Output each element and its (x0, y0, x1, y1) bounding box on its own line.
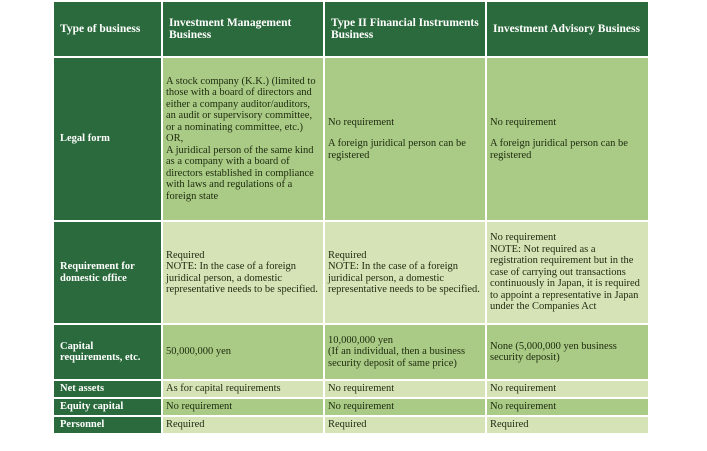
cell-legal-form-ia-line1: No requirement (490, 116, 557, 128)
cell-legal-form-im: A stock company (K.K.) (limited to those with a board of directors and either a company auditor/auditors, an audit or supervisory committee, or a nominating committee, etc.) OR, A juridical person of the same kind as a company with a board of directors established in compliance with laws and regulations of a foreign state (163, 58, 323, 220)
cell-net-assets-t2: No requirement (325, 381, 485, 397)
row-label-capital: Capital requirements, etc. (54, 325, 161, 379)
header-type-ii-financial: Type II Financial Instruments Business (325, 2, 485, 56)
cell-capital-t2: 10,000,000 yen (If an individual, then a business security deposit of same price) (325, 325, 485, 379)
row-label-domestic-office: Requirement for domestic office (54, 222, 161, 323)
cell-capital-im: 50,000,000 yen (163, 325, 323, 379)
cell-equity-capital-t2: No requirement (325, 399, 485, 415)
cell-domestic-office-t2: Required NOTE: In the case of a foreign juridical person, a domestic representative needs to be specified. (325, 222, 485, 323)
table-row-equity-capital (54, 399, 648, 415)
cell-personnel-ia: Required (487, 417, 648, 433)
table-row-net-assets (54, 381, 648, 397)
cell-legal-form-ia-line2: A foreign juridical person can be registered (490, 138, 628, 161)
cell-legal-form-t2-line1: No requirement (328, 116, 395, 128)
header-investment-advisory: Investment Advisory Business (487, 2, 648, 56)
table-row-domestic-office (54, 222, 648, 323)
business-comparison-table (52, 0, 650, 435)
header-row (54, 2, 648, 56)
table-row-capital (54, 325, 648, 379)
cell-legal-form-t2 (325, 58, 485, 220)
row-label-personnel: Personnel (54, 417, 161, 433)
table-row-legal-form (54, 58, 648, 220)
row-label-legal-form: Legal form (54, 58, 161, 220)
cell-capital-ia: None (5,000,000 yen business security deposit) (487, 325, 648, 379)
cell-personnel-im: Required (163, 417, 323, 433)
cell-domestic-office-im: Required NOTE: In the case of a foreign juridical person, a domestic representative needs to be specified. (163, 222, 323, 323)
cell-legal-form-ia (487, 58, 648, 220)
row-label-equity-capital: Equity capital (54, 399, 161, 415)
cell-domestic-office-ia: No requirement NOTE: Not required as a registration requirement but in the case of carrying out transactions continuously in Japan, it is required to appoint a representative in Japan under the Companies Act (487, 222, 648, 323)
cell-net-assets-ia: No requirement (487, 381, 648, 397)
cell-equity-capital-im: No requirement (163, 399, 323, 415)
cell-legal-form-t2-line2: A foreign juridical person can be registered (328, 138, 466, 161)
cell-equity-capital-ia: No requirement (487, 399, 648, 415)
header-investment-management: Investment Management Business (163, 2, 323, 56)
cell-personnel-t2: Required (325, 417, 485, 433)
table-row-personnel (54, 417, 648, 433)
header-type-of-business: Type of business (54, 2, 161, 56)
row-label-net-assets: Net assets (54, 381, 161, 397)
cell-net-assets-im: As for capital requirements (163, 381, 323, 397)
